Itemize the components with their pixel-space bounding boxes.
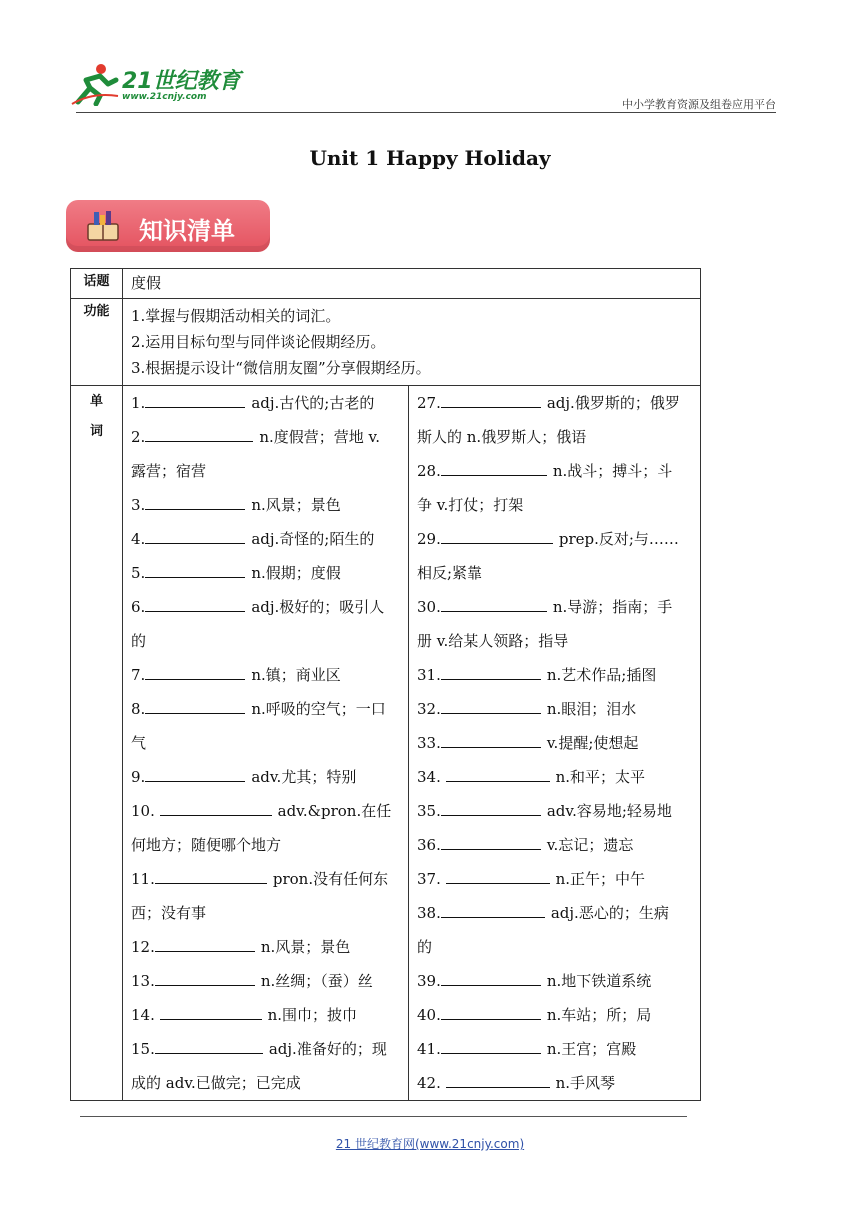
vocab-definition: adv.尤其；特别 [251,768,357,786]
vocab-definition: n.眼泪；泪水 [546,700,637,718]
answer-blank[interactable] [155,867,267,884]
vocab-definition: 的 [131,632,147,650]
vocab-definition: n.和平；太平 [555,768,646,786]
vocab-line [417,488,694,522]
topic-row [71,269,701,299]
answer-blank[interactable] [441,901,545,918]
vocab-number: 6. [131,598,146,616]
vocab-definition: 成的 adv.已做完；已完成 [131,1074,301,1092]
vocab-number: 29. [417,530,441,548]
vocab-line [417,862,694,896]
answer-blank[interactable] [145,425,253,442]
answer-blank[interactable] [145,493,245,510]
vocab-line [131,556,402,590]
answer-blank[interactable] [155,969,255,986]
answer-blank[interactable] [446,867,550,884]
answer-blank[interactable] [441,731,541,748]
vocab-definition: n.车站；所；局 [546,1006,652,1024]
vocab-line [131,930,402,964]
answer-blank[interactable] [446,765,550,782]
vocab-definition: n.风景；景色 [251,496,341,514]
answer-blank[interactable] [160,1003,262,1020]
vocab-line [131,1066,402,1100]
vocab-line [131,794,402,828]
answer-blank[interactable] [145,765,245,782]
answer-blank[interactable] [145,697,245,714]
vocab-definition: n.度假营；营地 v. [259,428,380,446]
vocab-number: 10. [131,802,160,820]
answer-blank[interactable] [441,1003,541,1020]
answer-blank[interactable] [441,459,547,476]
vocab-definition: n.地下铁道系统 [546,972,652,990]
vocab-definition: n.镇；商业区 [251,666,341,684]
vocab-number: 34. [417,768,446,786]
vocab-label-char: 单 [89,394,103,409]
answer-blank[interactable] [441,391,541,408]
vocab-line [131,862,402,896]
function-line: 3.根据提示设计“微信朋友圈”分享假期经历。 [131,359,431,377]
vocab-definition: n.围巾；披巾 [267,1006,358,1024]
vocab-definition: v.忘记；遗忘 [546,836,634,854]
vocab-definition: n.风景；景色 [260,938,351,956]
vocab-line [131,726,402,760]
logo-url-text: www.21cnjy.com [122,92,207,102]
vocab-number: 31. [417,666,441,684]
vocab-definition: adj.恶心的；生病 [550,904,669,922]
vocab-number: 9. [131,768,146,786]
vocab-number: 3. [131,496,146,514]
vocab-definition: adj.奇怪的;陌生的 [251,530,375,548]
vocab-definition: n.王宫；宫殿 [546,1040,637,1058]
vocab-line [131,454,402,488]
vocab-line [417,692,694,726]
vocab-line [131,896,402,930]
book-icon [86,210,120,242]
answer-blank[interactable] [441,595,547,612]
vocab-label [71,386,123,1101]
vocab-line [417,896,694,930]
vocab-line [417,998,694,1032]
vocab-number: 28. [417,462,441,480]
vocab-number: 38. [417,904,441,922]
vocab-definition: n.正午；中午 [555,870,646,888]
vocab-number: 11. [131,870,155,888]
answer-blank[interactable] [145,561,245,578]
vocab-number: 12. [131,938,155,956]
vocab-line [417,964,694,998]
function-lines [123,299,701,386]
vocab-line [417,1032,694,1066]
answer-blank[interactable] [441,697,541,714]
topic-label: 话题 [71,269,123,299]
vocab-definition: 何地方；随便哪个地方 [131,836,282,854]
vocab-line [417,590,694,624]
answer-blank[interactable] [145,391,245,408]
vocab-line [417,522,694,556]
vocab-number: 8. [131,700,146,718]
vocab-label-char: 词 [89,424,103,439]
vocab-line [131,1032,402,1066]
section-badge [66,200,270,252]
vocab-number: 33. [417,734,441,752]
vocab-line [417,658,694,692]
vocab-definition: 册 v.给某人领路；指导 [417,632,569,650]
answer-blank[interactable] [441,833,541,850]
vocab-definition: 相反;紧靠 [417,564,483,582]
vocab-definition: adj.俄罗斯的；俄罗 [546,394,680,412]
vocab-number: 14. [131,1006,160,1024]
vocab-line [131,420,402,454]
vocab-row [71,386,701,1101]
vocab-number: 35. [417,802,441,820]
badge-label: 知识清单 [139,217,235,245]
vocab-line [417,930,694,964]
header-divider [76,112,776,113]
vocab-number: 36. [417,836,441,854]
vocab-number: 13. [131,972,155,990]
function-label: 功能 [71,299,123,386]
vocab-definition: adv.&pron.在任 [277,802,392,820]
vocab-line [131,624,402,658]
vocab-number: 1. [131,394,146,412]
vocab-definition: adj.极好的；吸引人 [251,598,385,616]
vocab-line [131,760,402,794]
function-line: 1.掌握与假期活动相关的词汇。 [131,307,341,325]
page-title: Unit 1 Happy Holiday [309,146,551,170]
platform-name: 中小学教育资源及组卷应用平台 [622,98,776,111]
vocab-definition: pron.没有任何东 [272,870,389,888]
answer-blank[interactable] [441,1037,541,1054]
vocab-definition: n.导游；指南；手 [552,598,673,616]
vocab-line [417,726,694,760]
answer-blank[interactable] [155,1037,263,1054]
vocab-definition: prep.反对;与…… [558,530,679,548]
answer-blank[interactable] [441,799,541,816]
vocab-definition: 斯人的 n.俄罗斯人；俄语 [417,428,587,446]
vocab-number: 37. [417,870,446,888]
vocab-definition: n.手风琴 [555,1074,616,1092]
vocab-definition: 争 v.打仗；打架 [417,496,524,514]
answer-blank[interactable] [155,935,255,952]
vocab-number: 41. [417,1040,441,1058]
answer-blank[interactable] [145,663,245,680]
vocab-line [131,828,402,862]
vocab-number: 7. [131,666,146,684]
vocab-definition: v.提醒;使想起 [546,734,639,752]
vocab-definition: 的 [417,938,433,956]
function-row [71,299,701,386]
vocab-number: 32. [417,700,441,718]
vocab-line [417,1066,694,1100]
answer-blank[interactable] [441,527,553,544]
vocab-definition: n.丝绸；（蚕）丝 [260,972,373,990]
vocab-line [131,998,402,1032]
vocab-number: 15. [131,1040,155,1058]
runner-logo-icon [70,62,120,106]
answer-blank[interactable] [446,1071,550,1088]
vocab-definition: adv.容易地;轻易地 [546,802,672,820]
vocab-definition: 西；没有事 [131,904,207,922]
vocab-line [417,794,694,828]
vocab-definition: n.呼吸的空气；一口 [251,700,386,718]
vocab-line [417,556,694,590]
answer-blank[interactable] [441,663,541,680]
site-logo [70,62,245,106]
vocab-definition: n.假期；度假 [251,564,341,582]
vocab-number: 40. [417,1006,441,1024]
answer-blank[interactable] [160,799,272,816]
vocab-line [131,692,402,726]
vocab-line [417,386,694,420]
vocab-number: 4. [131,530,146,548]
vocab-left-column [123,386,409,1101]
vocab-number: 42. [417,1074,446,1092]
vocab-definition: adj.古代的;古老的 [251,394,375,412]
function-line: 2.运用目标句型与同伴谈论假期经历。 [131,333,386,351]
vocab-line [131,488,402,522]
vocab-right-column [409,386,701,1101]
vocab-line [417,828,694,862]
vocab-number: 39. [417,972,441,990]
vocab-line [131,522,402,556]
vocab-line [131,386,402,420]
vocab-line [131,658,402,692]
knowledge-table [70,268,701,1101]
footer-divider [80,1116,687,1117]
vocab-line [417,454,694,488]
logo-brand-text: 21世纪教育 [122,69,241,94]
vocab-definition: 露营；宿营 [131,462,207,480]
topic-value: 度假 [123,269,701,299]
vocab-number: 30. [417,598,441,616]
vocab-definition: adj.准备好的；现 [268,1040,387,1058]
vocab-line [417,760,694,794]
vocab-number: 2. [131,428,146,446]
vocab-definition: n.艺术作品;插图 [546,666,657,684]
vocab-line [131,964,402,998]
vocab-definition: 气 [131,734,147,752]
vocab-number: 5. [131,564,146,582]
vocab-number: 27. [417,394,441,412]
vocab-definition: n.战斗；搏斗；斗 [552,462,673,480]
vocab-line [131,590,402,624]
footer-link[interactable]: 21 世纪教育网(www.21cnjy.com) [335,1137,525,1151]
answer-blank[interactable] [145,595,245,612]
answer-blank[interactable] [145,527,245,544]
vocab-line [417,420,694,454]
vocab-line [417,624,694,658]
answer-blank[interactable] [441,969,541,986]
